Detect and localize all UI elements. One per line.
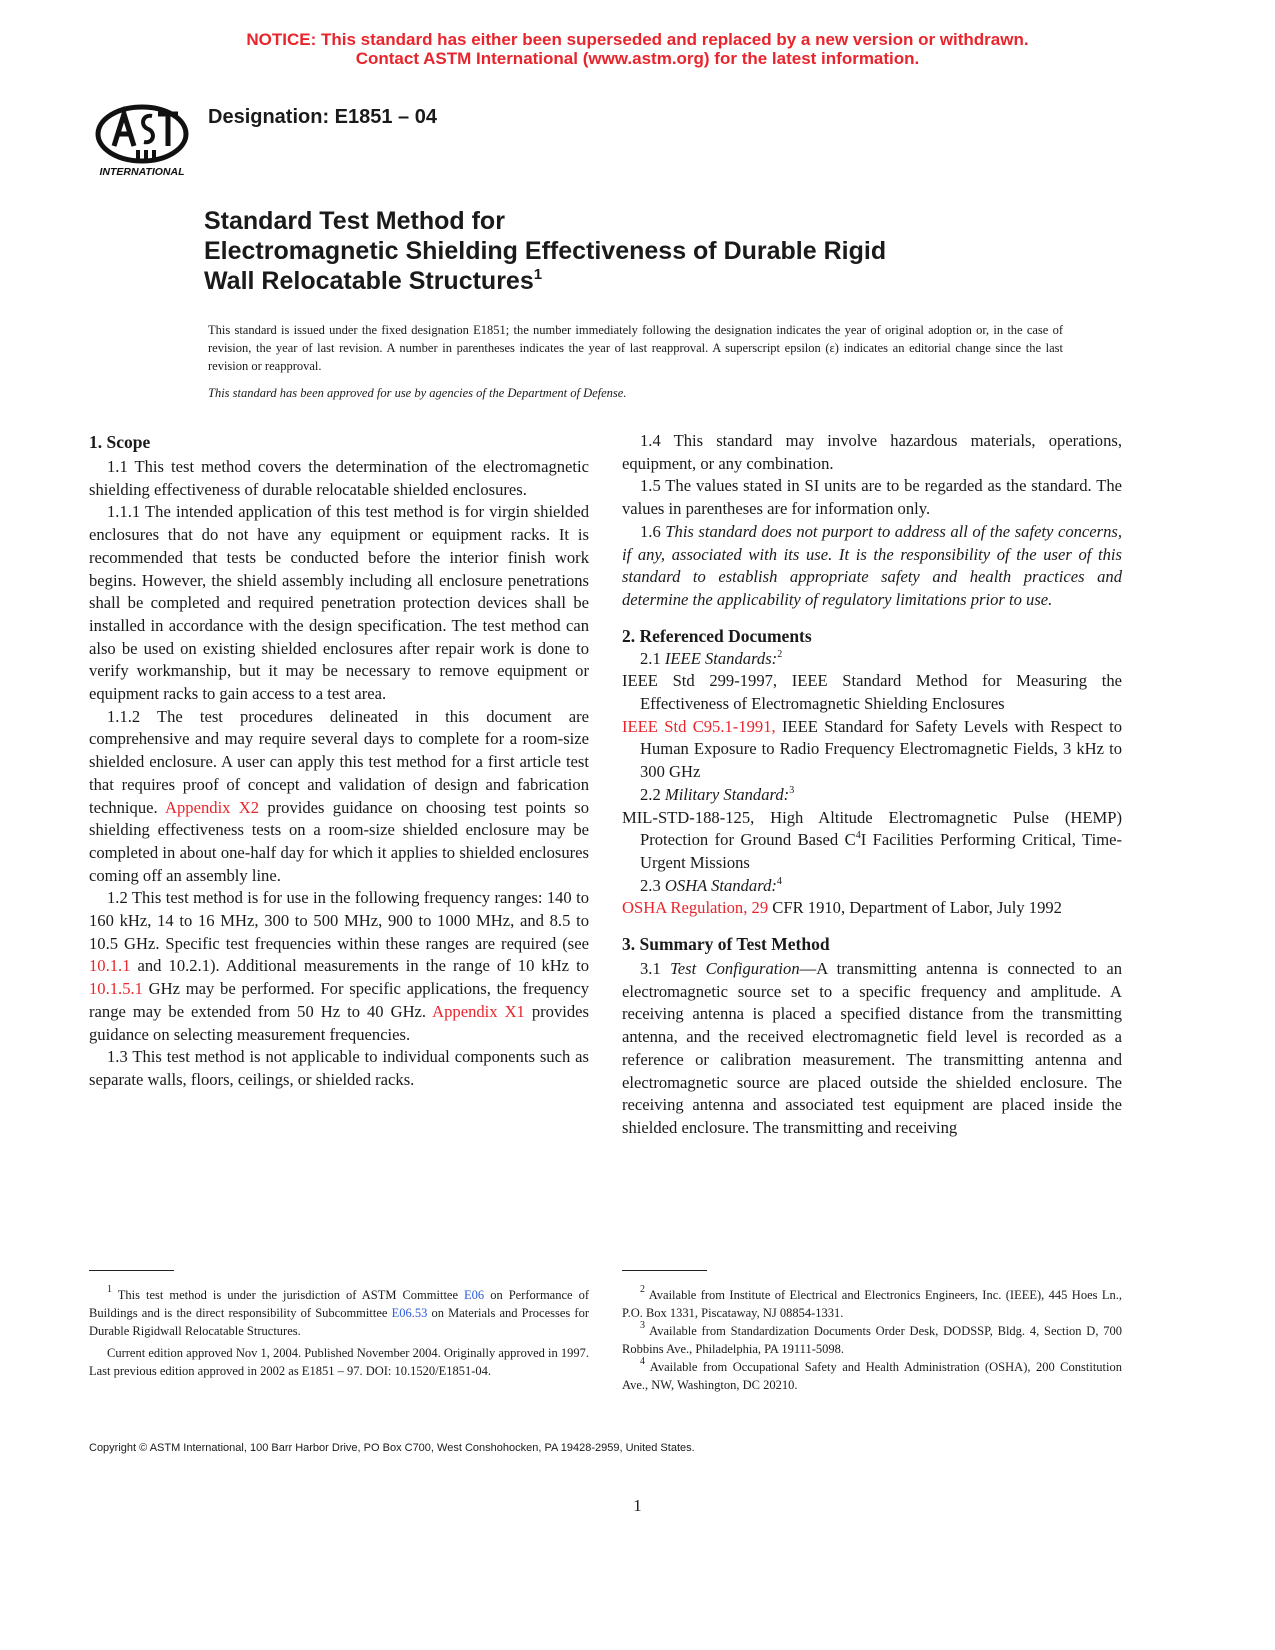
footnote-mark: 2 xyxy=(640,1284,645,1295)
link-appendix-x1[interactable]: Appendix X1 xyxy=(432,1001,525,1021)
notice-line-2: Contact ASTM International (www.astm.org) for the latest information. xyxy=(355,49,920,68)
title-footnote-mark: 1 xyxy=(533,266,543,283)
subsection-2-2 xyxy=(622,784,1122,807)
paragraph-1-6 xyxy=(622,521,1122,612)
safety-caveat: This standard does not purport to address all of the safety concerns, if any, associated with its use. It is the responsibility of the user of this standard to establish appropriate safety and health practices and determine the applicability of regulatory limitations prior to use. xyxy=(622,521,1123,609)
paragraph-1-3: 1.3 This test method is not applicable to individual components such as separate walls, floors, ceilings, or shielded racks. xyxy=(89,1047,589,1089)
title-line-1: Standard Test Method for xyxy=(204,207,505,235)
footnote-divider-left xyxy=(89,1270,174,1271)
text: 1.6 xyxy=(640,521,666,541)
text: and 10.2.1). Additional measurements in the range of 10 kHz to xyxy=(130,956,589,976)
footnote-1 xyxy=(89,1286,589,1340)
footnote-1-edition: Current edition approved Nov 1, 2004. Published November 2004. Originally approved in 1997. Last previous edition approved in 2002 as E1851 – 97. DOI: 10.1520/E1851-04. xyxy=(89,1346,589,1378)
designation: Designation: E1851 – 04 xyxy=(208,106,437,128)
title-line-3-text: Wall Relocatable Structures xyxy=(204,267,534,295)
text: on Materials and Processes for Durable Rigidwall Relocatable Structures. xyxy=(89,1306,589,1338)
footnotes-right xyxy=(622,1286,1122,1394)
reference-mil-std xyxy=(622,807,1122,875)
paragraph-1-1-1: 1.1.1 The intended application of this test method is for virgin shielded enclosures that do not have any equipment or equipment racks. It is recommended that tests be conducted before the interior finish work begins. However, the shield assembly including all enclosure penetrations shall be completed and required penetration protection devices shall be installed in accordance with the design specification. The test method can also be used on existing shielded enclosures after repair work is done to verify workmanship, but it may be necessary to remove equipment or equipment racks to gain access to a test area. xyxy=(89,502,589,704)
section-heading-summary: 3. Summary of Test Method xyxy=(622,934,830,955)
link-10-1-1[interactable]: 10.1.1 xyxy=(89,956,131,976)
text: provides guidance on choosing test points so shielding effectiveness tests on a room-size shielded enclosure may be completed in about one-half day for which it applies to shielded enclosures coming off an assembly line. xyxy=(89,797,589,885)
footnote-4 xyxy=(622,1358,1122,1394)
subsection-2-1 xyxy=(622,648,1122,671)
right-column xyxy=(622,430,1122,1140)
section-heading-scope: 1. Scope xyxy=(89,432,151,452)
paragraph-1-4: 1.4 This standard may involve hazardous materials, operations, equipment, or any combination. xyxy=(622,431,1122,473)
link-e06[interactable]: E06 xyxy=(464,1288,485,1302)
footnote-mark: 4 xyxy=(776,875,782,887)
text: IEEE Standard for Safety Levels with Respect to Human Exposure to Radio Frequency Electromagnetic Fields, 3 kHz to 300 GHz xyxy=(640,716,1122,782)
link-10-1-5-1[interactable]: 10.1.5.1 xyxy=(89,979,143,999)
text: on Performance of Buildings and is the direct responsibility of Subcommittee xyxy=(89,1288,589,1320)
text: CFR 1910, Department of Labor, July 1992 xyxy=(768,898,1062,918)
title-line-3 xyxy=(204,266,1104,296)
text: Available from Institute of Electrical and Electronics Engineers, Inc. (IEEE), 445 Hoes Ln., P.O. Box 1331, Piscataway, NJ 08854-1331. xyxy=(622,1288,1122,1320)
text: This test method is under the jurisdiction of ASTM Committee xyxy=(112,1288,465,1302)
text: GHz may be performed. For specific applications, the frequency range may be extended from 50 Hz to 40 GHz. xyxy=(89,979,589,1021)
subsection-2-3 xyxy=(622,875,1122,898)
text: provides guidance on selecting measurement frequencies. xyxy=(89,1001,589,1044)
logo-text: INTERNATIONAL xyxy=(99,166,185,178)
notice-line-1: NOTICE: This standard has either been superseded and replaced by a new version or withdrawn. xyxy=(246,30,1029,49)
paragraph-1-1-2 xyxy=(89,706,589,888)
footnote-mark: 1 xyxy=(107,1284,112,1295)
issued-note: This standard is issued under the fixed designation E1851; the number immediately following the designation indicates the year of original adoption or, in the case of revision, the year of last revision. A number in parentheses indicates the year of last reapproval. A superscript epsilon (ε) indicates an editorial change since the last revision or reapproval. xyxy=(208,323,1063,373)
footnote-3 xyxy=(622,1322,1122,1358)
text: IEEE Standards: xyxy=(664,648,778,668)
astm-logo xyxy=(94,104,190,178)
footnote-divider-right xyxy=(622,1270,707,1271)
paragraph-1-1: 1.1 This test method covers the determination of the electromagnetic shielding effectiveness of durable relocatable shielded enclosures. xyxy=(89,457,589,499)
copyright-line: Copyright © ASTM International, 100 Barr Harbor Drive, PO Box C700, West Conshohocken, PA 19428-2959, United States. xyxy=(89,1442,695,1454)
reference-ieee-299: IEEE Std 299-1997, IEEE Standard Method for Measuring the Effectiveness of Electromagnetic Shielding Enclosures xyxy=(622,671,1122,714)
text: 3.1 xyxy=(640,959,671,979)
text: OSHA Standard: xyxy=(664,875,777,895)
text: 2.1 xyxy=(640,648,665,668)
paragraph-3-1 xyxy=(622,958,1122,1140)
approved-note: This standard has been approved for use by agencies of the Department of Defense. xyxy=(208,386,627,400)
superscript: 4 xyxy=(855,830,861,842)
footnote-mark: 2 xyxy=(777,648,783,660)
text: Available from Standardization Documents Order Desk, DODSSP, Bldg. 4, Section D, 700 Robbins Ave., Philadelphia, PA 19111-5098. xyxy=(622,1324,1122,1356)
left-column xyxy=(89,430,589,1092)
page-number: 1 xyxy=(633,1496,642,1515)
footnote-mark: 3 xyxy=(640,1320,645,1331)
footnote-mark: 4 xyxy=(640,1356,645,1367)
paragraph-1-5: 1.5 The values stated in SI units are to be regarded as the standard. The values in parentheses are for information only. xyxy=(622,476,1122,519)
reference-osha xyxy=(622,897,1122,920)
text: I Facilities Performing Critical, Time-Urgent Missions xyxy=(640,830,1123,872)
text: 2.2 xyxy=(640,784,665,804)
document-title xyxy=(204,206,1104,296)
text: 2.3 xyxy=(640,875,665,895)
footnote-2 xyxy=(622,1286,1122,1322)
text: Available from Occupational Safety and Health Administration (OSHA), 200 Constitution Ave., NW, Washington, DC 20210. xyxy=(622,1360,1122,1392)
footnotes-left xyxy=(89,1286,589,1380)
link-ieee-c95[interactable]: IEEE Std C95.1-1991, xyxy=(622,716,776,736)
footnote-mark: 3 xyxy=(789,784,795,796)
text: Military Standard: xyxy=(664,784,790,804)
link-e06-53[interactable]: E06.53 xyxy=(391,1306,428,1320)
section-heading-referenced-documents: 2. Referenced Documents xyxy=(622,625,812,646)
link-appendix-x2[interactable]: Appendix X2 xyxy=(165,797,260,817)
text: 1.1.2 The test procedures delineated in this document are comprehensive and may require several days to complete for a room-size shielded enclosure. A user can apply this test method for a first article test that requires proof of concept and validation of design and fabrication technique. xyxy=(89,706,589,817)
text: —A transmitting antenna is connected to an electromagnetic source set to a specific frequency and amplitude. A receiving antenna is placed a specified distance from the transmitting antenna, and the received electromagnetic field level is recorded as a reference or calibration measurement. The transmitting antenna and electromagnetic source are placed outside the shielded enclosure. The receiving antenna and associated test equipment are placed inside the shielded enclosure. The transmitting and receiving xyxy=(622,959,1123,1137)
title-line-2: Electromagnetic Shielding Effectiveness of Durable Rigid xyxy=(204,237,887,265)
paragraph-1-2 xyxy=(89,887,589,1046)
text: 1.2 This test method is for use in the following frequency ranges: 140 to 160 kHz, 14 to 16 MHz, 300 to 500 MHz, 900 to 1000 MHz, and 8.5 to 10.5 GHz. Specific test frequencies within these ranges are required (see xyxy=(89,888,589,953)
text: MIL-STD-188-125, High Altitude Electromagnetic Pulse (HEMP) Protection for Ground Based C xyxy=(622,807,1122,850)
link-osha-regulation[interactable]: OSHA Regulation, 29 xyxy=(622,898,769,918)
reference-ieee-c95 xyxy=(622,716,1122,784)
supersession-notice xyxy=(0,30,1275,68)
text: Test Configuration xyxy=(670,959,800,979)
